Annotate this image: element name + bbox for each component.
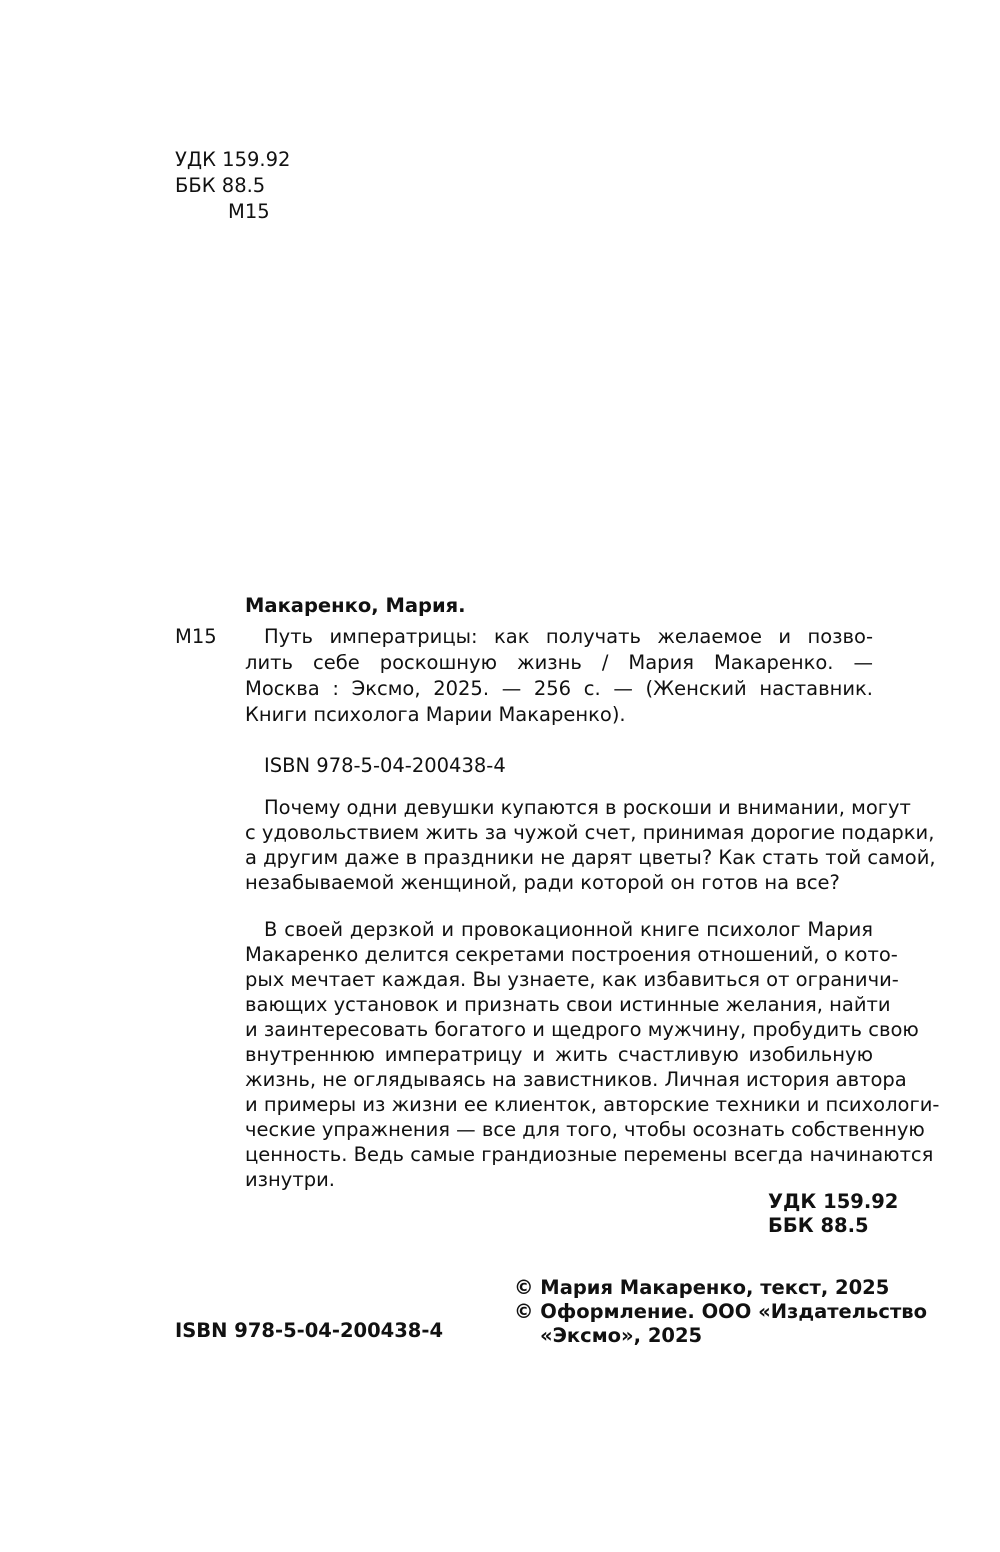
annotation-p2-line-2: Макаренко делится секретами построения отношений, о кото- bbox=[245, 943, 898, 966]
author-heading: Макаренко, Мария. bbox=[245, 594, 466, 617]
annotation-p2-line-6: внутреннюю императрицу и жить счастливую изобильную bbox=[245, 1043, 873, 1066]
isbn-bottom: ISBN 978-5-04-200438-4 bbox=[175, 1319, 444, 1342]
bibliographic-line-3: Москва : Эксмо, 2025. — 256 с. — (Женский наставник. bbox=[245, 677, 873, 700]
annotation-p1-line-1: Почему одни девушки купаются в роскоши и внимании, могут bbox=[264, 796, 911, 819]
annotation-p2-line-4: вающих установок и признать свои истинные желания, найти bbox=[245, 993, 891, 1016]
annotation-p1-line-2: с удовольствием жить за чужой счет, принимая дорогие подарки, bbox=[245, 821, 935, 844]
bbk-code-top: ББК 88.5 bbox=[175, 174, 266, 197]
annotation-p1-line-3: а другим даже в праздники не дарят цветы? Как стать той самой, bbox=[245, 846, 936, 869]
copyright-author: © Мария Макаренко, текст, 2025 bbox=[514, 1276, 890, 1299]
annotation-p2-line-7: жизнь, не оглядываясь на завистников. Личная история автора bbox=[245, 1068, 907, 1091]
udk-code-top: УДК 159.92 bbox=[175, 148, 291, 171]
isbn-record: ISBN 978-5-04-200438-4 bbox=[264, 754, 506, 777]
annotation-p2-line-10: ценность. Ведь самые грандиозные перемены всегда начинаются bbox=[245, 1143, 934, 1166]
bibliographic-line-2: лить себе роскошную жизнь / Мария Макаренко. — bbox=[245, 651, 873, 674]
annotation-p1-line-4: незабываемой женщиной, ради которой он готов на все? bbox=[245, 871, 840, 894]
bibliographic-line-1: Путь императрицы: как получать желаемое и позво- bbox=[264, 625, 873, 648]
annotation-p2-line-8: и примеры из жизни ее клиенток, авторские техники и психологи- bbox=[245, 1093, 940, 1116]
author-mark-top: М15 bbox=[228, 200, 270, 223]
annotation-p2-line-5: и заинтересовать богатого и щедрого мужчину, пробудить свою bbox=[245, 1018, 919, 1041]
annotation-p2-line-3: рых мечтает каждая. Вы узнаете, как избавиться от ограничи- bbox=[245, 968, 899, 991]
author-mark: М15 bbox=[175, 625, 217, 648]
udk-code-bottom: УДК 159.92 bbox=[768, 1190, 899, 1213]
bbk-code-bottom: ББК 88.5 bbox=[768, 1214, 869, 1237]
annotation-p2-line-9: ческие упражнения — все для того, чтобы осознать собственную bbox=[245, 1118, 925, 1141]
annotation-p2-line-11: изнутри. bbox=[245, 1168, 335, 1191]
annotation-p2-line-1: В своей дерзкой и провокационной книге психолог Мария bbox=[264, 918, 873, 941]
copyright-design-cont: «Эксмо», 2025 bbox=[540, 1324, 703, 1347]
copyright-design: © Оформление. ООО «Издательство bbox=[514, 1300, 927, 1323]
bibliographic-line-4: Книги психолога Марии Макаренко). bbox=[245, 703, 626, 726]
